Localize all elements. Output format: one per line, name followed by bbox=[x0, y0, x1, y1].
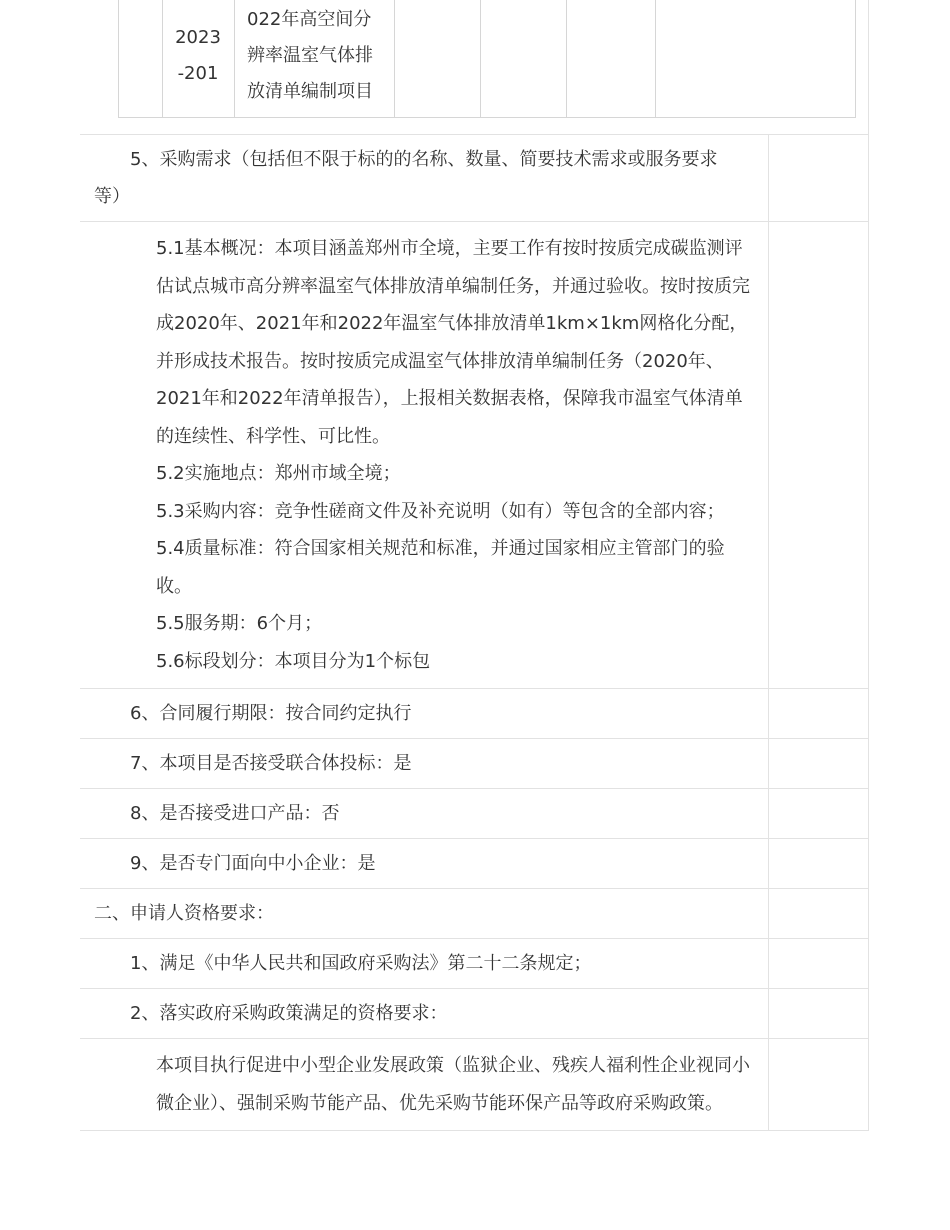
inner-project-table bbox=[118, 0, 856, 118]
item5-1-overview: 5.1基本概况：本项目涵盖郑州市全境，主要工作有按时按质完成碳监测评估试点城市高分辨率温室气体排放清单编制任务，并通过验收。按时按质完成2020年、2021年和2022年温室气体排放清单1km×1km网格化分配，并形成技术报告。按时按质完成温室气体排放清单编制任务（2020年、2021年和2022年清单报告），上报相关数据表格，保障我市温室气体清单的连续性、科学性、可比性。 bbox=[156, 238, 750, 447]
item5-4-quality: 5.4质量标准：符合国家相关规范和标准，并通过国家相应主管部门的验收。 bbox=[156, 538, 725, 597]
side-cell bbox=[769, 789, 869, 838]
requirement-2-detail bbox=[80, 1039, 769, 1130]
table-row bbox=[80, 888, 869, 938]
requirement-2: 2、落实政府采购政策满足的资格要求： bbox=[80, 989, 769, 1038]
item9-sme: 9、是否专门面向中小企业：是 bbox=[80, 839, 769, 888]
side-cell bbox=[769, 989, 869, 1038]
inner-table-year-cell: 2023 -201 bbox=[175, 27, 221, 84]
table-divider bbox=[566, 0, 567, 117]
table-row bbox=[80, 788, 869, 838]
outer-table-border bbox=[868, 0, 869, 134]
item5-3-content: 5.3采购内容：竞争性磋商文件及补充说明（如有）等包含的全部内容； bbox=[156, 500, 725, 522]
table-row bbox=[80, 938, 869, 988]
table-divider bbox=[655, 0, 656, 117]
side-cell bbox=[769, 689, 869, 738]
side-cell bbox=[769, 889, 869, 938]
document-table bbox=[80, 134, 869, 1131]
table-row bbox=[80, 738, 869, 788]
item5-2-location: 5.2实施地点：郑州市域全境； bbox=[156, 463, 401, 484]
item5-6-lots: 5.6标段划分：本项目分为1个标包 bbox=[156, 650, 431, 672]
item5-5-service-period: 5.5服务期：6个月； bbox=[156, 613, 323, 634]
table-row bbox=[80, 1038, 869, 1131]
side-cell bbox=[769, 135, 869, 221]
table-row bbox=[80, 688, 869, 738]
side-cell bbox=[769, 1039, 869, 1130]
item5-title: 5、采购需求（包括但不限于标的的名称、数量、简要技术需求或服务要求等） bbox=[80, 135, 769, 221]
requirement-2-detail-text: 本项目执行促进中小型企业发展政策（监狱企业、残疾人福利性企业视同小微企业）、强制采购节能产品、优先采购节能环保产品等政府采购政策。 bbox=[156, 1055, 750, 1114]
side-cell bbox=[769, 222, 869, 688]
table-row bbox=[80, 838, 869, 888]
side-cell bbox=[769, 839, 869, 888]
table-divider bbox=[234, 0, 235, 117]
item8-imports: 8、是否接受进口产品：否 bbox=[80, 789, 769, 838]
inner-table-project-name-cell: 022年高空间分 辨率温室气体排 放清单编制项目 bbox=[247, 9, 373, 102]
item5-details bbox=[80, 222, 769, 688]
requirement-1: 1、满足《中华人民共和国政府采购法》第二十二条规定； bbox=[80, 939, 769, 988]
side-cell bbox=[769, 939, 869, 988]
table-row bbox=[80, 134, 869, 221]
item7-consortium: 7、本项目是否接受联合体投标：是 bbox=[80, 739, 769, 788]
table-row bbox=[80, 221, 869, 688]
side-cell bbox=[769, 739, 869, 788]
item6-contract-term: 6、合同履行期限：按合同约定执行 bbox=[80, 689, 769, 738]
part2-title: 二、申请人资格要求： bbox=[80, 889, 769, 938]
table-row bbox=[80, 988, 869, 1038]
table-divider bbox=[480, 0, 481, 117]
